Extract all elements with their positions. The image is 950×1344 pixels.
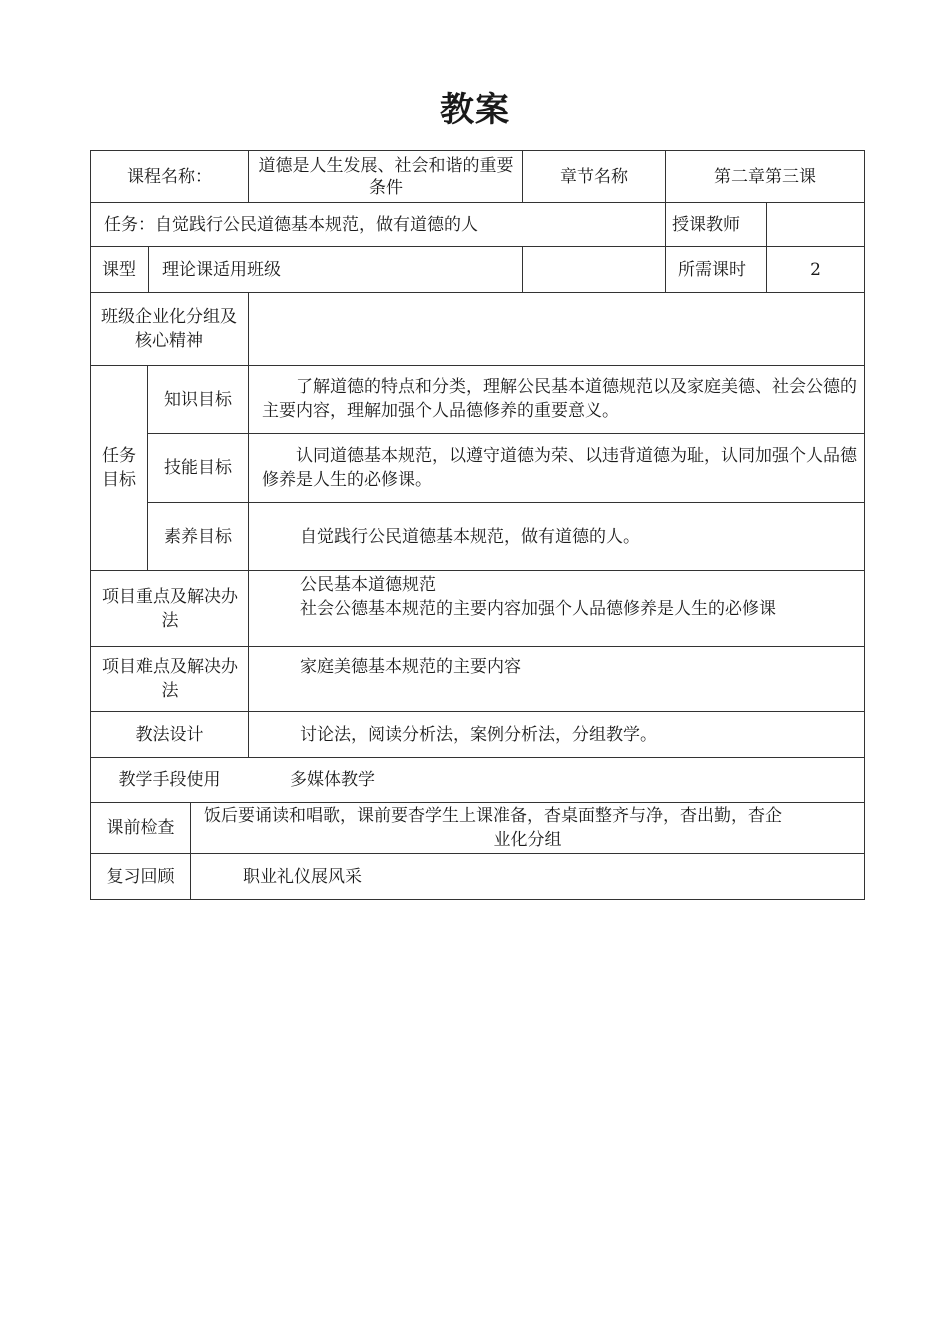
literacy-label: 素养目标 bbox=[164, 526, 232, 547]
teacher-label: 授课教师 bbox=[672, 214, 740, 235]
precheck-label: 课前检查 bbox=[106, 818, 175, 838]
hours-label: 所需课时 bbox=[678, 259, 746, 280]
course-name-value: 道德是人生发展、社会和谐的重要条件 bbox=[258, 155, 514, 198]
task-text: 任务：自觉践行公民道德基本规范，做有道德的人 bbox=[104, 214, 478, 235]
chapter-value: 第二章第三课 bbox=[714, 166, 816, 187]
knowledge-text: 了解道德的特点和分类，理解公民基本道德规范以及家庭美德、社会公德的主要内容，理解加强个人品德修养的重要意义。 bbox=[262, 377, 857, 421]
precheck-line1: 饭后要诵读和唱歌，课前要杳学生上课准备，杳桌面整齐与净，杳出勤，杳企 bbox=[204, 806, 782, 826]
teacher-value bbox=[767, 203, 864, 246]
review-text: 职业礼仪展风采 bbox=[243, 866, 362, 887]
method-text: 讨论法，阅读分析法，案例分析法，分组教学。 bbox=[300, 724, 657, 745]
goals-label: 任务目标 bbox=[102, 446, 136, 490]
course-name-label: 课程名称： bbox=[127, 166, 212, 187]
chapter-label: 章节名称 bbox=[560, 166, 628, 187]
skill-label: 技能目标 bbox=[164, 458, 232, 478]
hours-value: 2 bbox=[810, 259, 821, 280]
means-text: 多媒体教学 bbox=[290, 770, 375, 790]
key-line2: 社会公德基本规范的主要内容加强个人品德修养是人生的必修课 bbox=[300, 599, 776, 619]
class-spirit-value bbox=[258, 293, 858, 365]
review-label: 复习回顾 bbox=[106, 866, 175, 887]
skill-text: 认同道德基本规范，以遵守道德为荣、以违背道德为耻，认同加强个人品德修养是人生的必修课。 bbox=[262, 446, 857, 490]
difficult-text: 家庭美德基本规范的主要内容 bbox=[300, 657, 521, 677]
literacy-text: 自觉践行公民道德基本规范，做有道德的人。 bbox=[300, 526, 640, 547]
means-label: 教学手段使用 bbox=[118, 770, 221, 790]
type-label: 课型 bbox=[102, 259, 136, 280]
key-line1: 公民基本道德规范 bbox=[300, 575, 436, 595]
difficult-label: 项目难点及解决办法 bbox=[102, 657, 238, 701]
class-value bbox=[523, 247, 665, 292]
page-title: 教案 bbox=[440, 90, 510, 130]
key-label: 项目重点及解决办法 bbox=[102, 586, 238, 631]
method-label: 教法设计 bbox=[135, 724, 204, 745]
type-value: 理论课适用班级 bbox=[162, 259, 281, 280]
class-spirit-label: 班级企业化分组及核心精神 bbox=[101, 307, 237, 351]
precheck-line2: 业化分组 bbox=[493, 830, 562, 850]
knowledge-label: 知识目标 bbox=[164, 389, 232, 410]
